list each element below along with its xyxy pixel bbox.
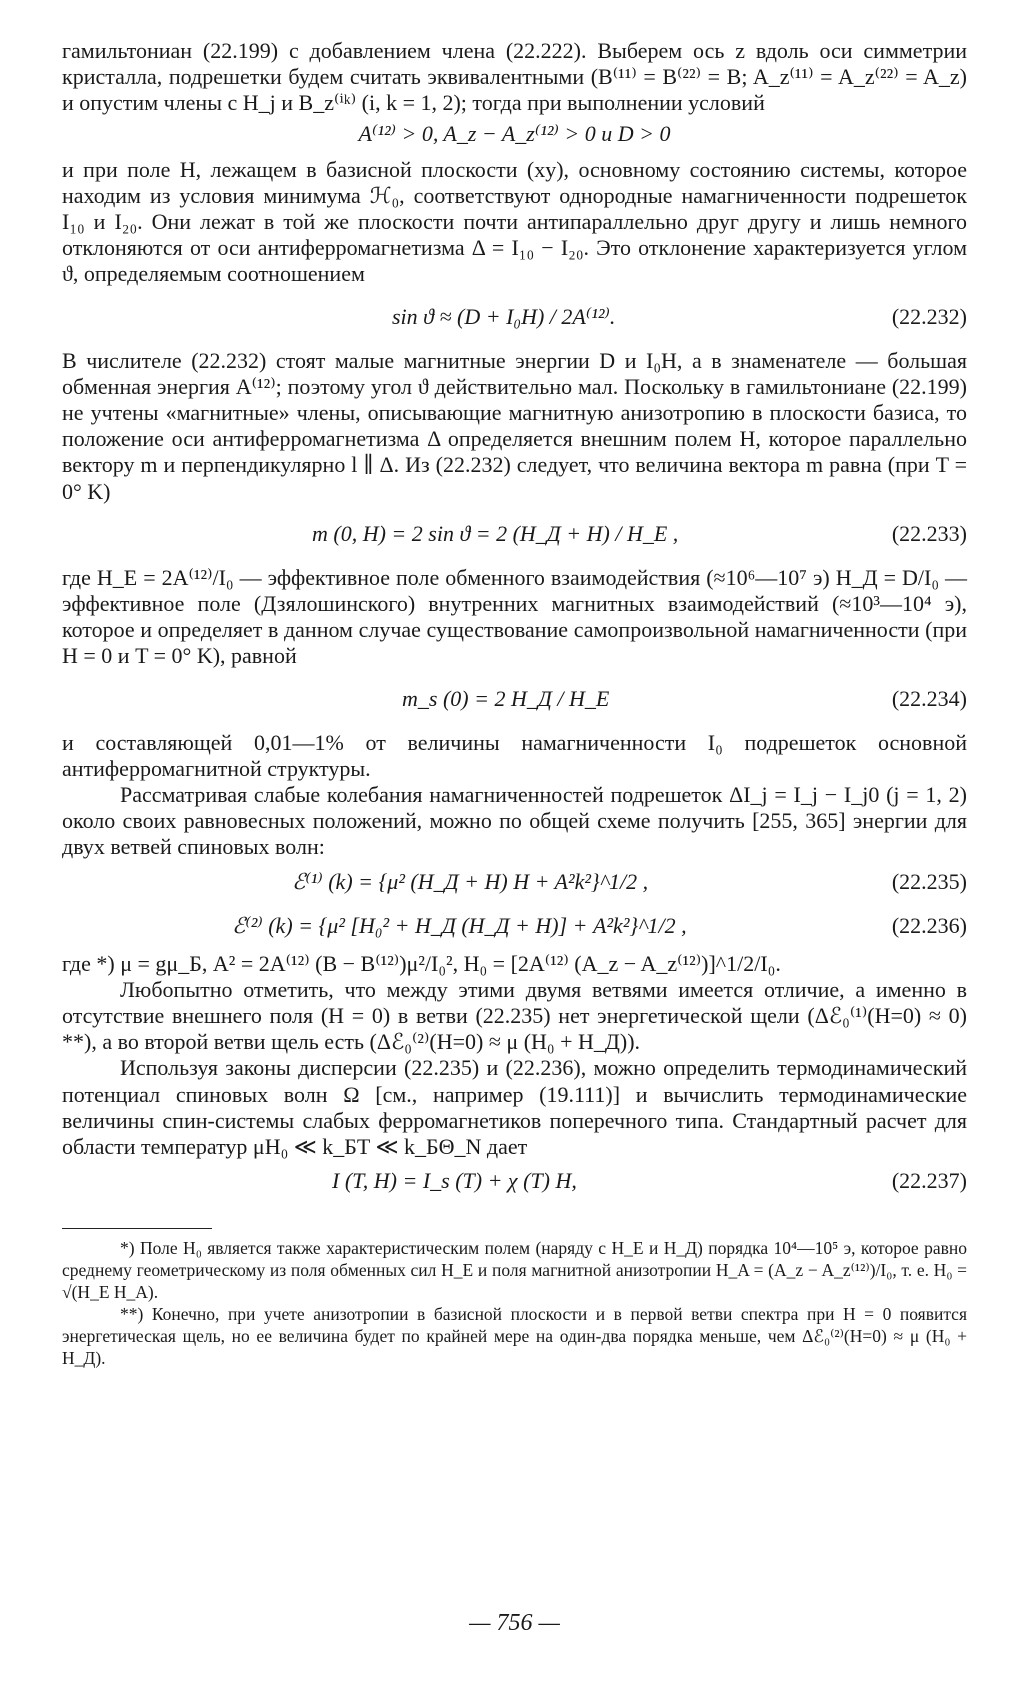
paragraph-exchange-field: где H_E = 2A⁽¹²⁾/I₀ — эффективное поле обменного взаимодействия (≈10⁶—10⁷ э) H_Д = D/I₀ — эффективное поле (Дзялошинского) внутренних магнитных взаимодействий (≈10³—10⁴ э), которое и определяет в данном случае существование самопроизвольной намагниченности (при H = 0 и T = 0° K), равной bbox=[62, 564, 967, 669]
paragraph-spin-waves: Рассматривая слабые колебания намагниченностей подрешеток ΔI_j = I_j − I_j0 (j = 1, 2) около своих равновесных положений, можно по общей схеме получить [255, 365] энергии для двух ветвей спиновых волн: bbox=[62, 782, 967, 860]
equation-number: (22.234) bbox=[891, 685, 967, 711]
footnote-1: *) Поле H₀ является также характеристическим полем (наряду с H_E и H_Д) порядка 10⁴—10⁵ э, которое равно среднему геометрическому из поля обменных сил H_E и поля магнитной анизотропии H_A = (A_z − A_z⁽¹²⁾)/I₀, т. е. H₀ = √(H_E H_A). bbox=[62, 1238, 967, 1303]
paragraph-thermodynamics: Используя законы дисперсии (22.235) и (22.236), можно определить термодинамический потенциал спиновых волн Ω [см., например (19.111)] и вычислить термодинамические величины спин-системы слабых ферромагнетиков поперечного типа. Стандартный расчет для области температур μH₀ ≪ k_БT ≪ k_БΘ_N дает bbox=[62, 1055, 967, 1160]
equation-22-232 bbox=[62, 290, 967, 344]
equation-22-235 bbox=[62, 863, 967, 903]
equation-number: (22.236) bbox=[891, 912, 967, 938]
paragraph-definitions: где *) μ = gμ_Б, A² = 2A⁽¹²⁾ (B − B⁽¹²⁾)μ²/I₀², H₀ = [2A⁽¹²⁾ (A_z − A_z⁽¹²⁾)]^1/2/I₀. bbox=[62, 950, 781, 976]
equation-body: ℰ⁽²⁾ (k) = {μ² [H₀² + H_Д (H_Д + H)] + A²k²}^1/2 , bbox=[232, 912, 687, 938]
equation-number: (22.237) bbox=[891, 1168, 967, 1194]
book-page bbox=[62, 38, 967, 1658]
equation-22-236 bbox=[62, 907, 967, 947]
equation-22-237 bbox=[62, 1162, 967, 1202]
equation-body: sin ϑ ≈ (D + I₀H) / 2A⁽¹²⁾. bbox=[392, 303, 616, 329]
conditions-formula: A⁽¹²⁾ > 0, A_z − A_z⁽¹²⁾ > 0 и D > 0 bbox=[358, 120, 671, 146]
paragraph-energy-gap: Любопытно отметить, что между этими двумя ветвями имеется отличие, а именно в отсутствие внешнего поля (H = 0) в ветви (22.235) нет энергетической щели (Δℰ₀⁽¹⁾(H=0) ≈ 0) **), а во второй ветви щель есть (Δℰ₀⁽²⁾(H=0) ≈ μ (H₀ + H_Д)). bbox=[62, 976, 967, 1055]
equation-body: ℰ⁽¹⁾ (k) = {μ² (H_Д + H) H + A²k²}^1/2 , bbox=[292, 868, 649, 894]
paragraph-ground-state: и при поле H, лежащем в базисной плоскости (xy), основному состоянию системы, которое находим из условия минимума ℋ₀, соответствуют однородные намагниченности подрешеток I₁₀ и I₂₀. Они лежат в той же плоскости почти антипараллельно друг другу и лишь немного отклоняются от оси антиферромагнетизма Δ = I₁₀ − I₂₀. Это отклонение характеризуется углом ϑ, определяемым соотношением bbox=[62, 156, 967, 287]
paragraph-hamiltonian: гамильтониан (22.199) с добавлением члена (22.222). Выберем ось z вдоль оси симметрии кристалла, подрешетки будем считать эквивалентными (B⁽¹¹⁾ = B⁽²²⁾ = B; A_z⁽¹¹⁾ = A_z⁽²²⁾ = A_z) и опустим члены с H_j и B_z⁽ⁱᵏ⁾ (i, k = 1, 2); тогда при выполнении условий bbox=[62, 38, 967, 116]
equation-22-233 bbox=[62, 507, 967, 561]
equation-body: m_s (0) = 2 H_Д / H_E bbox=[402, 685, 610, 711]
equation-body: I (T, H) = I_s (T) + χ (T) H, bbox=[332, 1168, 577, 1194]
equation-number: (22.232) bbox=[891, 303, 967, 329]
footnote-2: **) Конечно, при учете анизотропии в базисной плоскости и в первой ветви спектра при H = 0 появится энергетическая щель, но ее величина будет по крайней мере на один-два порядка меньше, чем Δℰ₀⁽²⁾(H=0) ≈ μ (H₀ + H_Д). bbox=[62, 1304, 967, 1369]
footnote-divider bbox=[62, 1228, 212, 1229]
equation-22-234 bbox=[62, 672, 967, 726]
equation-number: (22.233) bbox=[891, 520, 967, 546]
paragraph-magnetization-fraction: и составляющей 0,01—1% от величины намагниченности I₀ подрешеток основной антиферромагнитной структуры. bbox=[62, 729, 967, 781]
equation-number: (22.235) bbox=[891, 868, 967, 894]
paragraph-numerator: В числителе (22.232) стоят малые магнитные энергии D и I₀H, а в знаменателе — большая обменная энергия A⁽¹²⁾; поэтому угол ϑ действительно мал. Поскольку в гамильтониане (22.199) не учтены «магнитные» члены, описывающие магнитную анизотропию в плоскости базиса, то положение оси антиферромагнетизма Δ определяется внешним полем H, которое параллельно вектору m и перпендикулярно l ∥ Δ. Из (22.232) следует, что величина вектора m равна (при T = 0° K) bbox=[62, 347, 967, 504]
page-number: — 756 — bbox=[469, 1610, 560, 1636]
equation-body: m (0, H) = 2 sin ϑ = 2 (H_Д + H) / H_E , bbox=[312, 520, 679, 546]
